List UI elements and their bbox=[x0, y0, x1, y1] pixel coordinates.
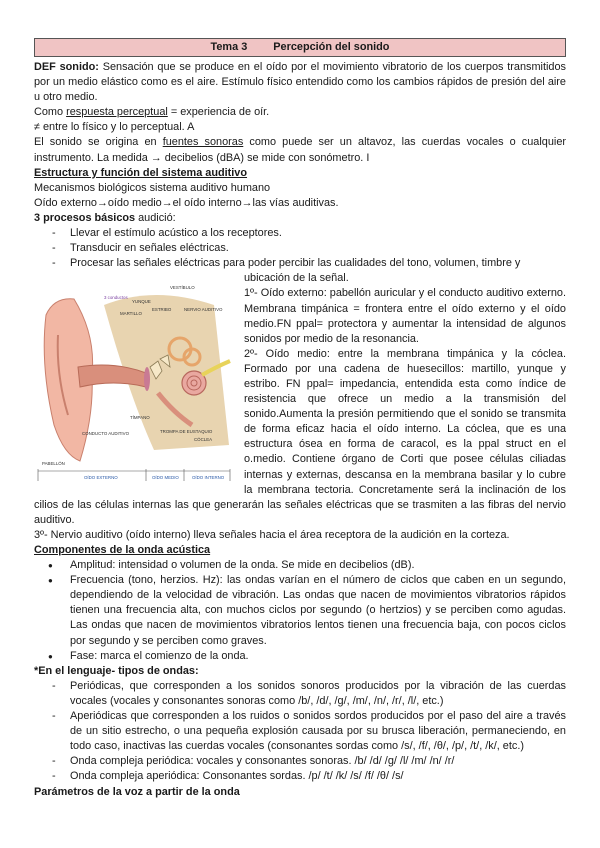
lenguaje-heading-text: *En el lenguaje- tipos de ondas: bbox=[34, 664, 199, 677]
label-pabellon: PABELLÓN bbox=[42, 461, 65, 467]
label-oido-externo: OÍDO EXTERNO bbox=[84, 475, 118, 481]
mecanismos-line: Mecanismos biológicos sistema auditivo humano bbox=[34, 181, 271, 194]
def-label: DEF sonido: bbox=[34, 61, 99, 73]
label-vestibulo: VESTÍBULO bbox=[170, 285, 195, 291]
label-estribo: ESTRIBO bbox=[152, 307, 172, 313]
label-conducto: CONDUCTO AUDITIVO bbox=[82, 431, 129, 437]
procesos-label: 3 procesos básicos bbox=[34, 211, 136, 224]
como-line bbox=[34, 105, 566, 120]
nervio-auditivo-paragraph: 3º- Nervio auditivo (oído interno) lleva señales hacia el área receptora de la audición en la corteza. bbox=[34, 528, 510, 541]
list-item: - Onda compleja aperiódica: Consonantes sordas. /p/ /t/ /k/ /s/ /f/ /θ/ /s/ bbox=[34, 769, 566, 784]
oido-chain-line: Oído externo→oído medio→el oído interno→las vías auditivas. bbox=[34, 196, 339, 209]
estructura-heading-text: Estructura y función del sistema auditivo bbox=[34, 166, 248, 179]
fuentes-sonoras: fuentes sonoras bbox=[162, 136, 244, 149]
page-title: Percepción del sonido bbox=[273, 41, 390, 53]
procesos-post: audició: bbox=[135, 211, 176, 224]
document-page bbox=[34, 38, 566, 800]
item3-continuation: ubicación de la señal. bbox=[244, 272, 349, 285]
respuesta-perceptual: respuesta perceptual bbox=[66, 106, 168, 119]
origen-post: como puede ser un altavoz, las cuerdas vocales o cualquier instrumento. La medida → decibelios (dBA) se mide con sonómetro. I bbox=[34, 136, 567, 164]
como-post: = experiencia de oír. bbox=[167, 106, 270, 119]
def-paragraph bbox=[34, 60, 566, 105]
componentes-heading bbox=[34, 543, 566, 558]
list-item: ● Amplitud: intensidad o volumen de la onda. Se mide en decibelios (dB). bbox=[34, 558, 566, 573]
label-timpano: TÍMPANO bbox=[130, 415, 150, 421]
origen-pre: El sonido se origina en bbox=[34, 136, 163, 149]
title-bar bbox=[34, 38, 566, 57]
diff-line: ≠ entre lo físico y lo perceptual. A bbox=[34, 121, 195, 134]
label-martillo: MARTILLO bbox=[120, 311, 142, 317]
parametros-heading bbox=[34, 785, 566, 800]
ear-anatomy-illustration bbox=[34, 275, 236, 493]
list-item: - Aperiódicas que corresponden a los ruidos o sonidos sordos producidos por el paso del aire a través de un sitio estrecho, o una pequeña explosión causada por su brusca liberación, permaneciendo, en todo caso, inactivas las cuerdas vocales (consonantes sordas como /s/, /f/, /θ/, /p/, /t/, /k/, etc.) bbox=[34, 709, 566, 754]
label-yunque: YUNQUE bbox=[132, 299, 151, 305]
oido-medio-paragraph: 2º- Oído medio: entre la membrana timpánica y la cóclea. Formado por una cadena de huesecillos: martillo, yunque y estribo. FN ppal= impedancia, entendida esta como índice de resistencia que ofrece un medio a la transmisión del sonido.Aumenta la presión permitiendo que el sonido se transmita de forma eficaz hacia el oído interno. La cóclea, que es una estructura ósea en forma de caracol, es la ppal struct en el o.medio. Contiene órgano de Corti que posee células ciliadas internas y externas, descansa en la membrana basilar y lo cubre la membrana tectoria. Concretamente será la inclinación de los cilios de las células internas las que generarán las señales eléctricas que se trasmiten a las fibras del nervio auditivo. bbox=[34, 347, 566, 526]
componentes-list bbox=[34, 558, 566, 664]
parametros-heading-text: Parámetros de la voz a partir de la onda bbox=[34, 785, 240, 798]
list-item: - Procesar las señales eléctricas para poder percibir las cualidades del tono, volumen, timbre y bbox=[34, 256, 566, 271]
def-text: Sensación que se produce en el oído por el movimiento vibratorio de los cuerpos transmitidos por un medio elástico como es el aire. Estímulo físico entendido como los cambios rápidos de presión del aire u otro medio. bbox=[34, 61, 566, 104]
estructura-heading bbox=[34, 166, 566, 181]
ear-anatomy-figure bbox=[34, 275, 236, 493]
label-trompa: TROMPA DE EUSTAQUIO bbox=[160, 429, 213, 435]
oido-externo-paragraph: 1º- Oído externo: pabellón auricular y el conducto auditivo externo. Membrana timpánica = frontera entre el oído externo y el oído medio.FN ppal= protectora y aumentar la intensidad de algunos sonidos por medio de la resonancia. bbox=[244, 287, 566, 345]
label-coclea: CÓCLEA bbox=[194, 437, 213, 443]
label-nervio: NERVIO AUDITIVO bbox=[184, 307, 223, 313]
label-oido-medio: OÍDO MEDIO bbox=[152, 475, 179, 481]
tympanum-shape bbox=[144, 367, 150, 391]
list-item: - Periódicas, que corresponden a los sonidos sonoros producidos por la vibración de las cuerdas vocales (vocales y consonantes sonoras como /b/, /d/, /g/, /m/, /n/, /r/, /l/, etc.) bbox=[34, 679, 566, 709]
como-pre: Como bbox=[34, 106, 67, 119]
list-item: ● Fase: marca el comienzo de la onda. bbox=[34, 649, 566, 664]
lenguaje-list bbox=[34, 679, 566, 785]
procesos-list bbox=[34, 226, 566, 271]
list-item: - Transducir en señales eléctricas. bbox=[34, 241, 566, 256]
origen-paragraph bbox=[34, 135, 566, 165]
list-item: ● Frecuencia (tono, herzios. Hz): las ondas varían en el número de ciclos que caben en un segundo, dependiendo de la velocidad de vibración. Las ondas que nacen de movimientos vibratorios rápidos tienen una frecuencia alta, con muchos ciclos por segundo (o hertzios) y se perciben como agudas. Las ondas que nacen de movimientos vibratorios lentos tienen una frecuencia baja, con pocos ciclos por segundo y se perciben como graves. bbox=[34, 573, 566, 648]
lenguaje-heading bbox=[34, 664, 566, 679]
tema-label: Tema 3 bbox=[210, 41, 248, 53]
procesos-line bbox=[34, 211, 566, 226]
list-item: - Llevar el estímulo acústico a los receptores. bbox=[34, 226, 566, 241]
list-item: - Onda compleja periódica: vocales y consonantes sonoras. /b/ /d/ /g/ /l/ /m/ /n/ /r/ bbox=[34, 754, 566, 769]
label-3-conductos: 3 conductos bbox=[104, 295, 128, 301]
componentes-heading-text: Componentes de la onda acústica bbox=[34, 544, 211, 556]
label-oido-interno: OÍDO INTERNO bbox=[192, 475, 225, 481]
